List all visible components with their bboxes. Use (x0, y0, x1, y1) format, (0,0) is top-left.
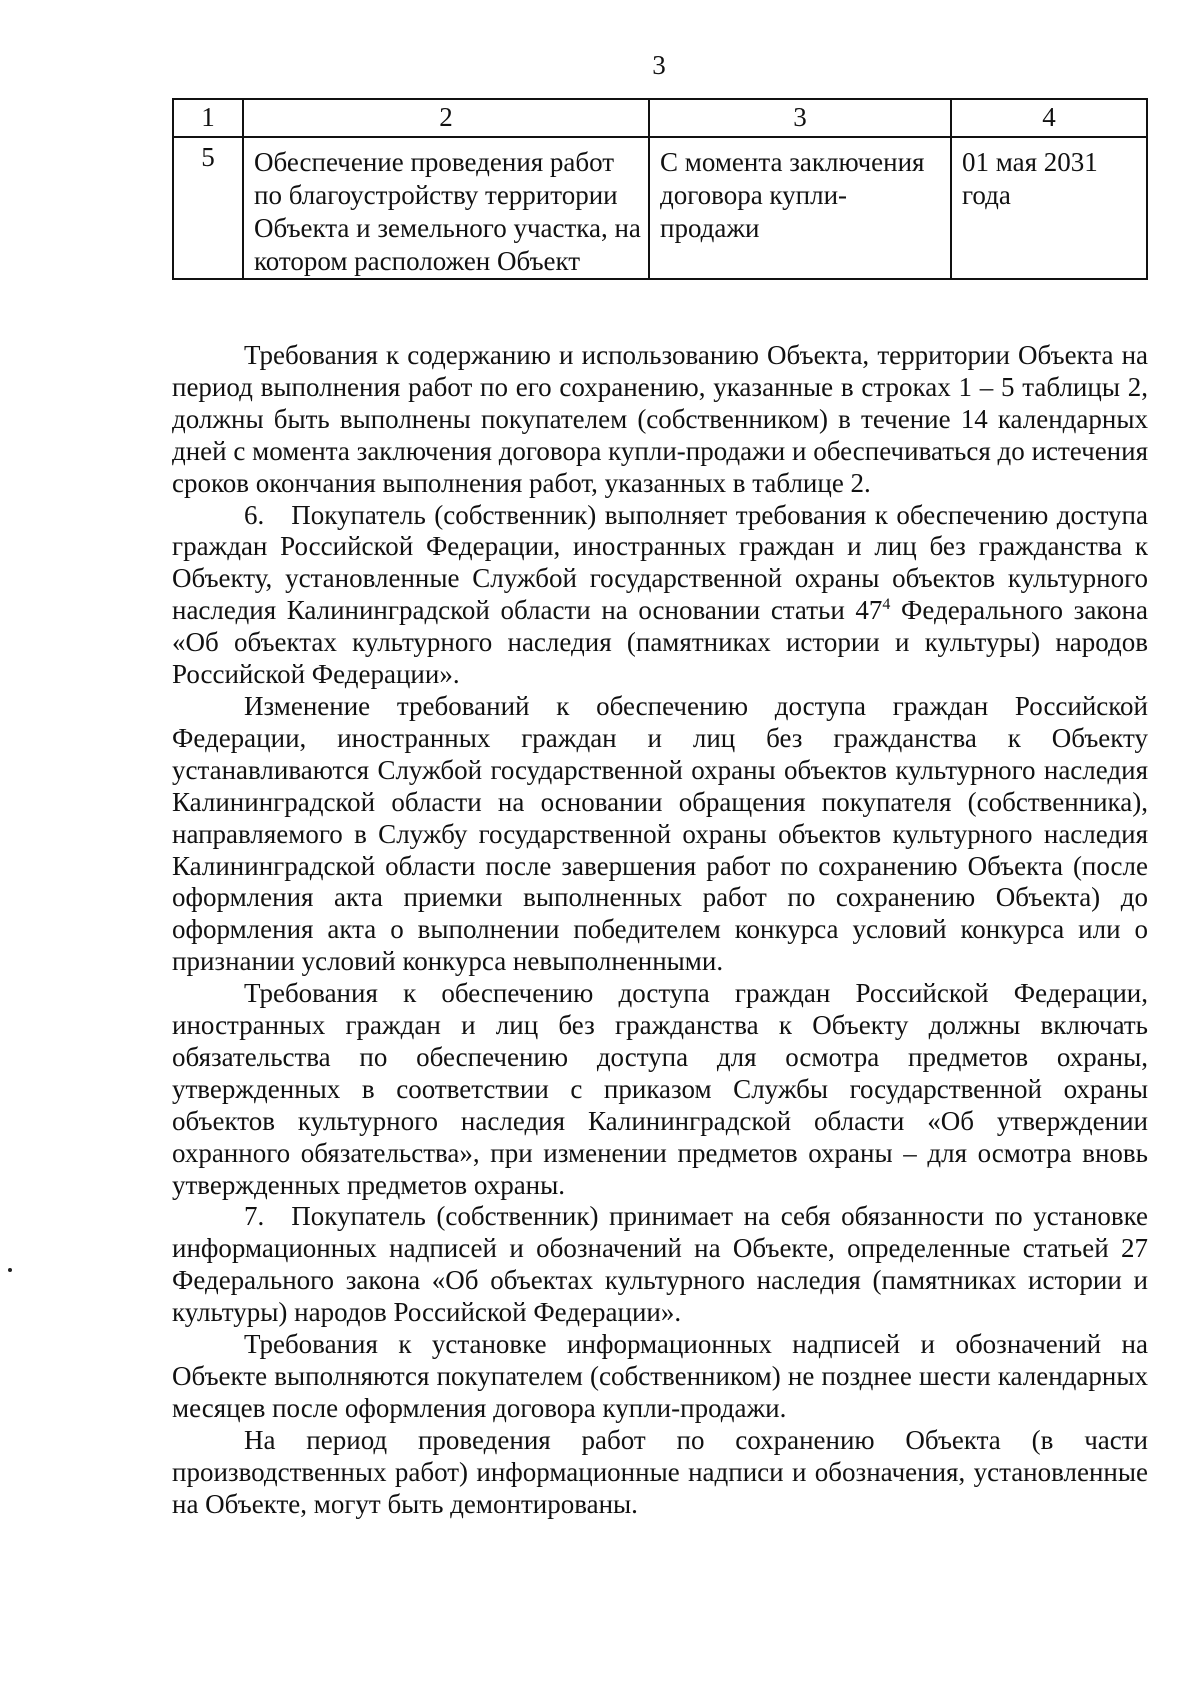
paragraph-requirements-maintenance: Требования к содержанию и использованию Объекта, территории Объекта на период выполнения работ по его сохранению, указанные в строках 1 – 5 таблицы 2, должны быть выполнены покупателем (собственником) в течение 14 календарных дней с момента заключения договора купли-продажи и обеспечиваться до истечения сроков окончания выполнения работ, указанных в таблице 2. (172, 340, 1148, 498)
header-cell-2: 2 (243, 99, 649, 137)
item-6-text-end: Федерального закона «Об объектах культурного наследия (памятниках истории и культуры) народов Российской Федерации». (172, 595, 1148, 690)
start-term-cell: С момента заключения договора купли-продажи (649, 137, 951, 279)
scan-speck (8, 1268, 12, 1272)
table-row (173, 137, 1147, 279)
paragraph-access-requirements: Требования к обеспечению доступа граждан Российской Федерации, иностранных граждан и лиц без гражданства к Объекту должны включать обязательства по обеспечению доступа для осмотра предметов охраны, утвержденных в соответствии с приказом Службы государственной охраны объектов культурного наследия Калининградской области «Об утверждении охранного обязательства», при изменении предметов охраны – для осмотра вновь утвержденных предметов охраны. (172, 978, 1148, 1200)
header-cell-4: 4 (951, 99, 1147, 137)
document-body (172, 340, 1148, 1521)
page-number: 3 (652, 50, 666, 80)
work-description-cell: Обеспечение проведения работ по благоустройству территории Объекта и земельного участка, на котором расположен Объект (243, 137, 649, 279)
header-cell-1: 1 (173, 99, 243, 137)
row-number-cell: 5 (173, 137, 243, 279)
table-header-row (173, 99, 1147, 137)
paragraph-signage-dismantle: На период проведения работ по сохранению Объекта (в части производственных работ) информационные надписи и обозначения, установленные на Объекте, могут быть демонтированы. (172, 1424, 1148, 1519)
item-6-text: 6. Покупатель (собственник) выполняет требования к обеспечению доступа граждан Российской Федерации, иностранных граждан и лиц без гражданства к Объекту, установленные Службой государственной охраны объектов культурного наследия Калининградской области на основании статьи 47 (172, 499, 1148, 626)
article-superscript: 4 (882, 596, 891, 614)
works-table (172, 98, 1148, 280)
paragraph-item-7: 7. Покупатель (собственник) принимает на себя обязанности по установке информационных надписей и обозначений на Объекте, определенные статьей 27 Федерального закона «Об объектах культурного наследия (памятниках истории и культуры) народов Российской Федерации». (172, 1201, 1148, 1328)
paragraph-signage-requirements: Требования к установке информационных надписей и обозначений на Объекте выполняются покупателем (собственником) не позднее шести календарных месяцев после оформления договора купли-продажи. (172, 1329, 1148, 1423)
paragraph-access-change: Изменение требований к обеспечению доступа граждан Российской Федерации, иностранных граждан и лиц без гражданства к Объекту устанавливаются Службой государственной охраны объектов культурного наследия Калининградской области на основании обращения покупателя (собственника), направляемого в Службу государственной охраны объектов культурного наследия Калининградской области после завершения работ по сохранению Объекта (после оформления акта приемки выполненных работ по сохранению Объекта) до оформления акта о выполнении победителем конкурса условий конкурса или о признании условий конкурса невыполненными. (172, 690, 1148, 977)
header-cell-3: 3 (649, 99, 951, 137)
end-term-cell: 01 мая 2031 года (951, 137, 1147, 279)
paragraph-item-6 (172, 500, 1148, 691)
